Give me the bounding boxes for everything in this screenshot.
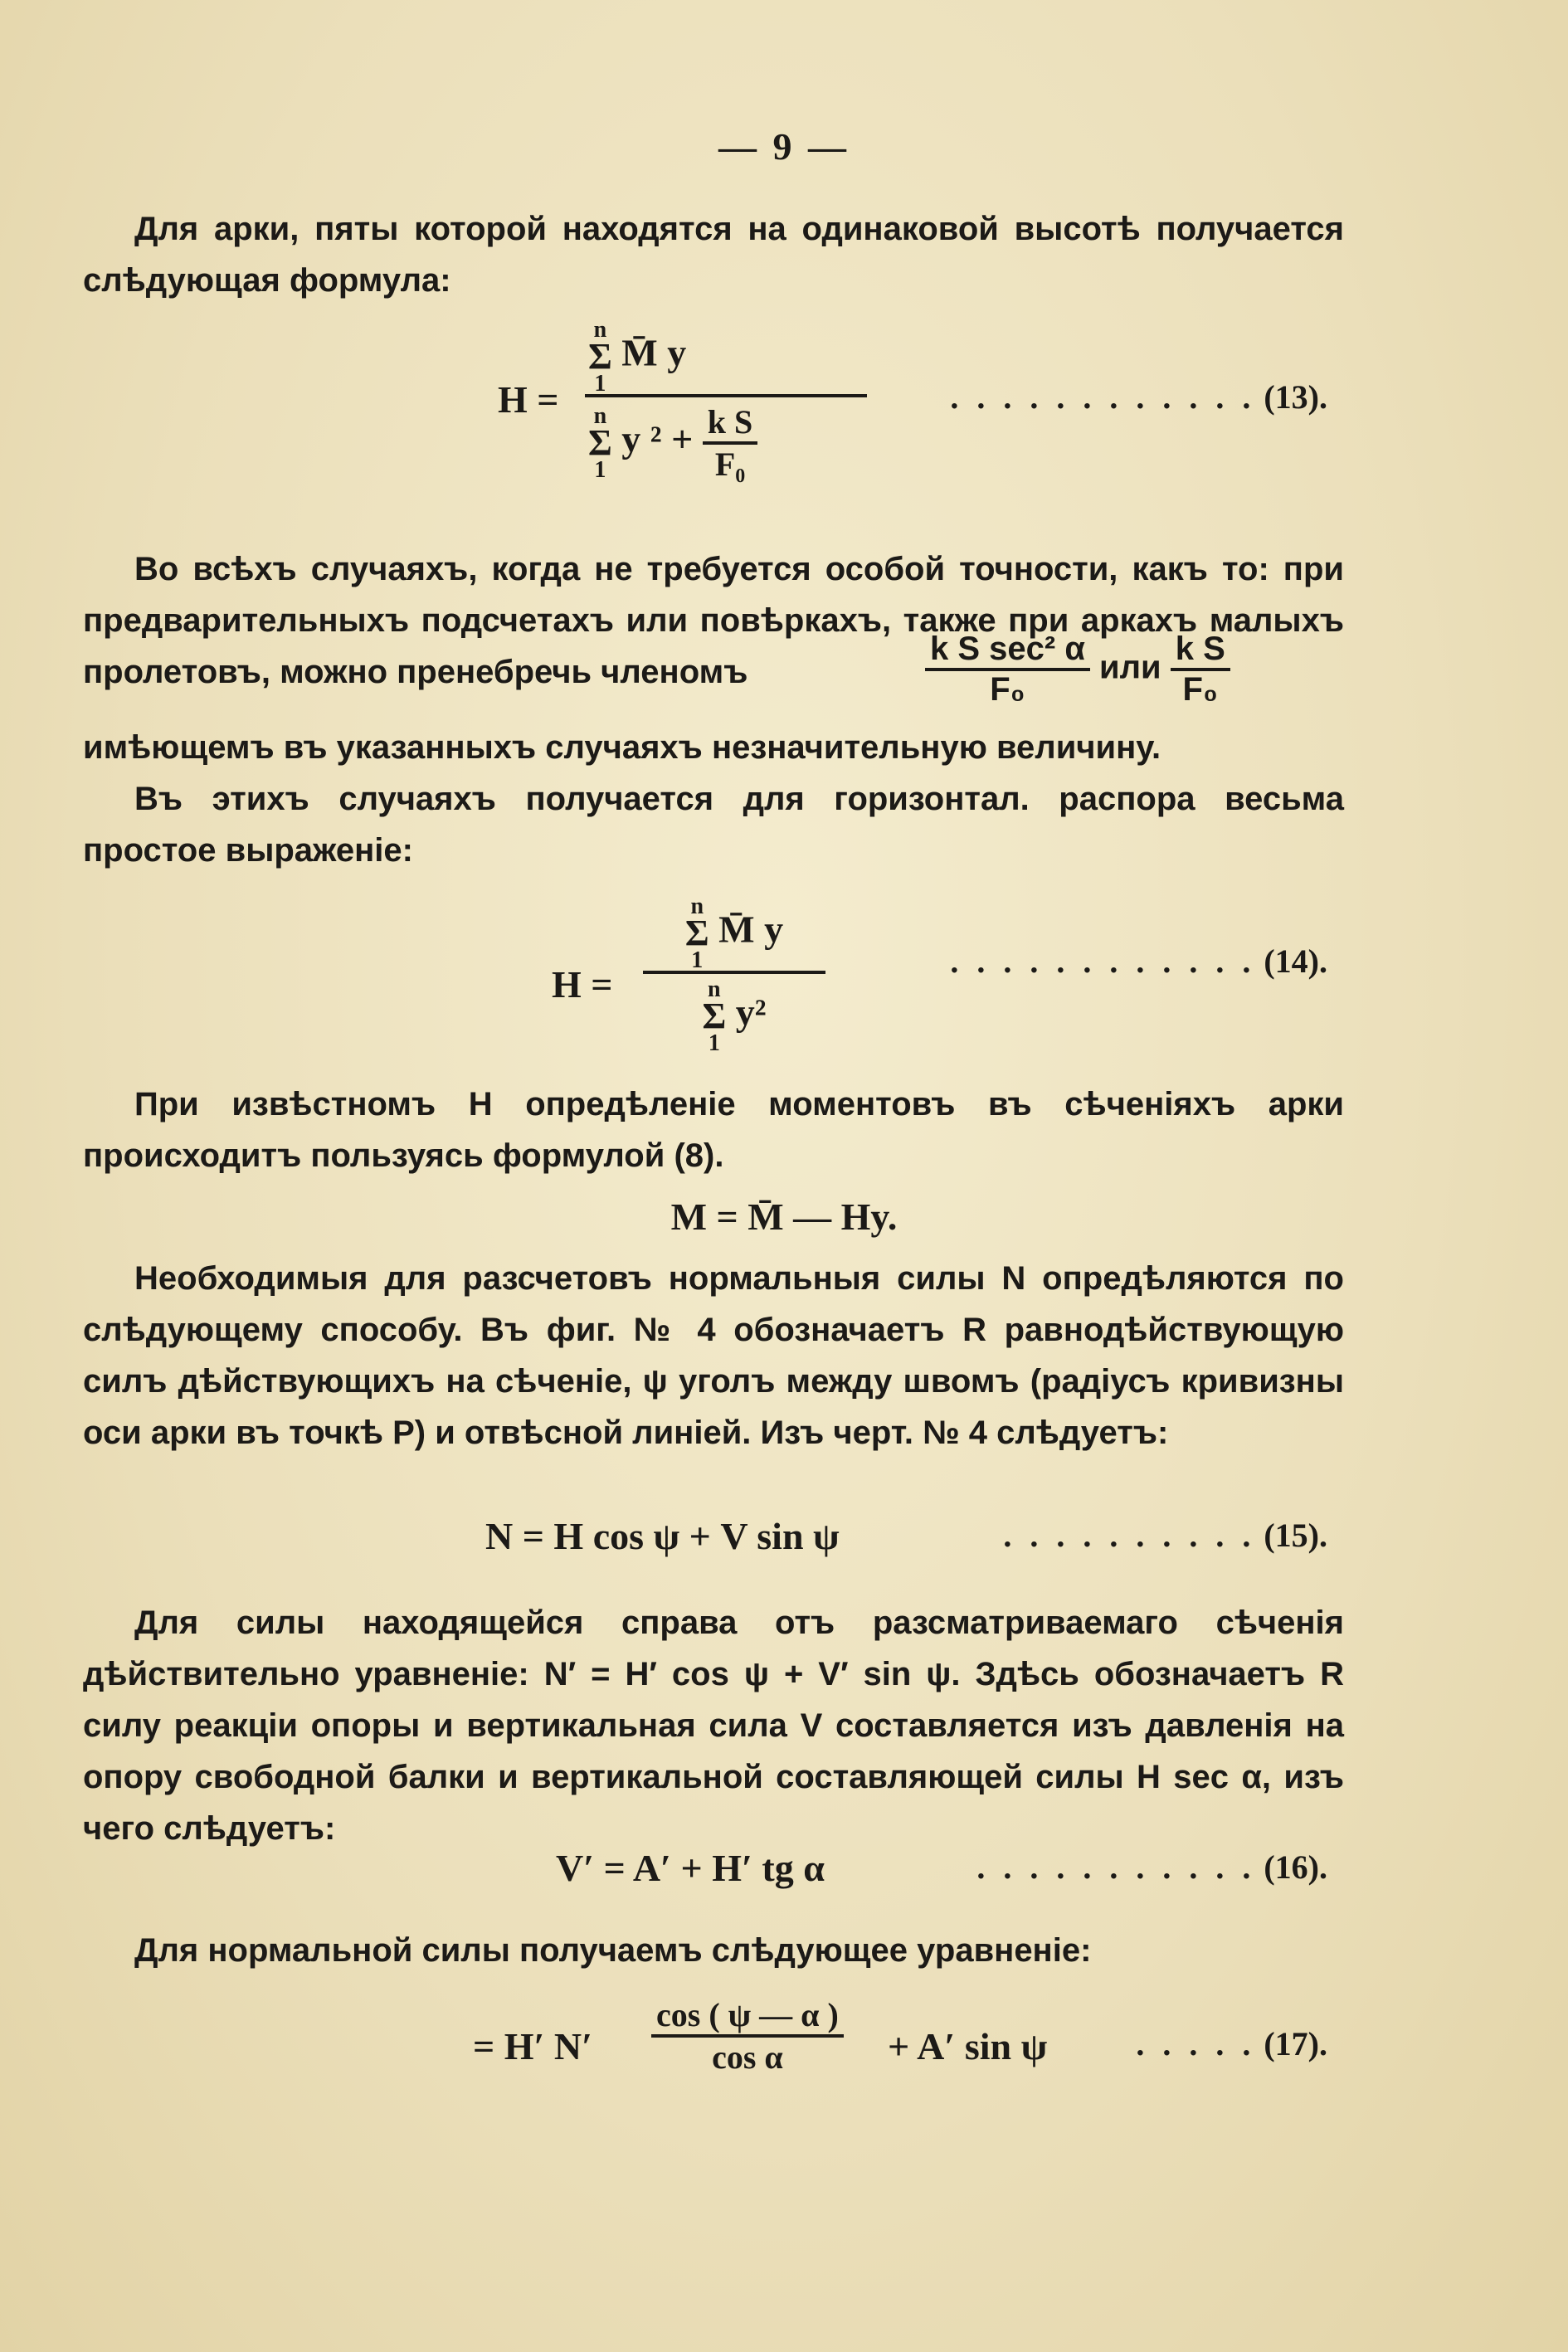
p2-frac1-den: F₀ (990, 671, 1025, 708)
eq17-lhs: = H′ N′ (473, 2025, 593, 2067)
p2-or: или (1099, 649, 1161, 686)
eq16-leader-dots: . . . . . . . . . . . (976, 1848, 1256, 1886)
paragraph-7: Для нормальной силы получаемъ слѣдующее уравненіе: (134, 1932, 1092, 1969)
eq17-numerator: cos ( ψ — α ) (651, 1995, 844, 2038)
eq13-leader-dots: . . . . . . . . . . . . (950, 378, 1256, 416)
eq17-number: (17). (1264, 2025, 1327, 2062)
p2-frac2-num: k S (1171, 631, 1230, 671)
eq17-rhs: + A′ sin ψ (888, 2025, 1048, 2067)
eq15-leader-dots: . . . . . . . . . . (1003, 1517, 1256, 1554)
eq16-number: (16). (1264, 1848, 1327, 1886)
page-number: — 9 — (718, 125, 850, 168)
eq17-leader-dots: . . . . . (1136, 2025, 1256, 2062)
eq17-denominator: cos α (712, 2038, 783, 2076)
paragraph-2: Во всѣхъ случаяхъ, когда не требуется особой точности, какъ то: при предварительныхъ подсчетахъ или повѣркахъ, также при аркахъ малыхъ пролетовъ, можно пренебречь членомъ (83, 551, 1344, 690)
paragraph-4: При извѣстномъ H опредѣленіе моментовъ въ сѣченіяхъ арки происходитъ пользуясь формулой (8). (83, 1086, 1344, 1174)
equation-m: M = M̄ — Hy. (670, 1195, 898, 1238)
eq16-expression: V′ = A′ + H′ tg α (556, 1847, 825, 1889)
paragraph-5: Необходимыя для разсчетовъ нормальныя силы N опредѣляются по слѣдующему способу. Въ фиг. № 4 обозначаетъ R равнодѣйствующую силъ дѣйствующихъ на сѣченіе, ψ уголъ между швомъ (радіусъ кривизны оси арки въ точкѣ P) и отвѣсной линіей. Изъ черт. № 4 слѣдуетъ: (83, 1260, 1344, 1451)
eq14-lhs: H = (552, 963, 613, 1006)
eq13-denominator: y ² + (621, 417, 694, 460)
eq14-leader-dots: . . . . . . . . . . . . (950, 942, 1256, 980)
eq14-numerator: M̄ y (718, 908, 784, 951)
eq13-lhs: H = (498, 378, 559, 421)
eq13-fraction: n Σ 1 M̄ y n Σ 1 y ² + $\frac{\text{k S}}{\text{F₀}}$ (585, 319, 867, 484)
eq14-denominator: y² (735, 991, 767, 1034)
eq13-number: (13). (1264, 378, 1327, 416)
eq17-fraction (651, 1995, 844, 2077)
eq14-fraction: n Σ 1 M̄ y n Σ 1 y² (643, 896, 825, 1054)
eq14-number: (14). (1264, 942, 1327, 980)
p2-frac2-den: F₀ (1182, 671, 1219, 708)
eq15-number: (15). (1264, 1517, 1327, 1554)
paragraph-1: Для арки, пяты которой находятся на одинаковой высотѣ получается слѣдующая формула: (83, 211, 1344, 299)
paragraph-2-fractions (925, 631, 1230, 709)
paragraph-2-continued: имѣющемъ въ указанныхъ случаяхъ незначительную величину. (83, 729, 1161, 766)
eq15-expression: N = H cos ψ + V sin ψ (485, 1515, 840, 1557)
p2-frac1-num: k S sec² α (925, 631, 1090, 671)
eq13-numerator: M̄ y (621, 331, 687, 374)
paragraph-3: Въ этихъ случаяхъ получается для горизонтал. распора весьма простое выраженіе: (83, 781, 1344, 869)
paragraph-6: Для силы находящейся справа отъ разсматриваемаго сѣченія дѣйствительно уравненіе: N′ = H′ cos ψ + V′ sin ψ. Здѣсь обозначаетъ R силу реакціи опоры и вертикальная сила V составляется изъ давленія на опору свободной балки и вертикальной составляющей силы H sec α, изъ чего слѣдуетъ: (83, 1605, 1344, 1847)
